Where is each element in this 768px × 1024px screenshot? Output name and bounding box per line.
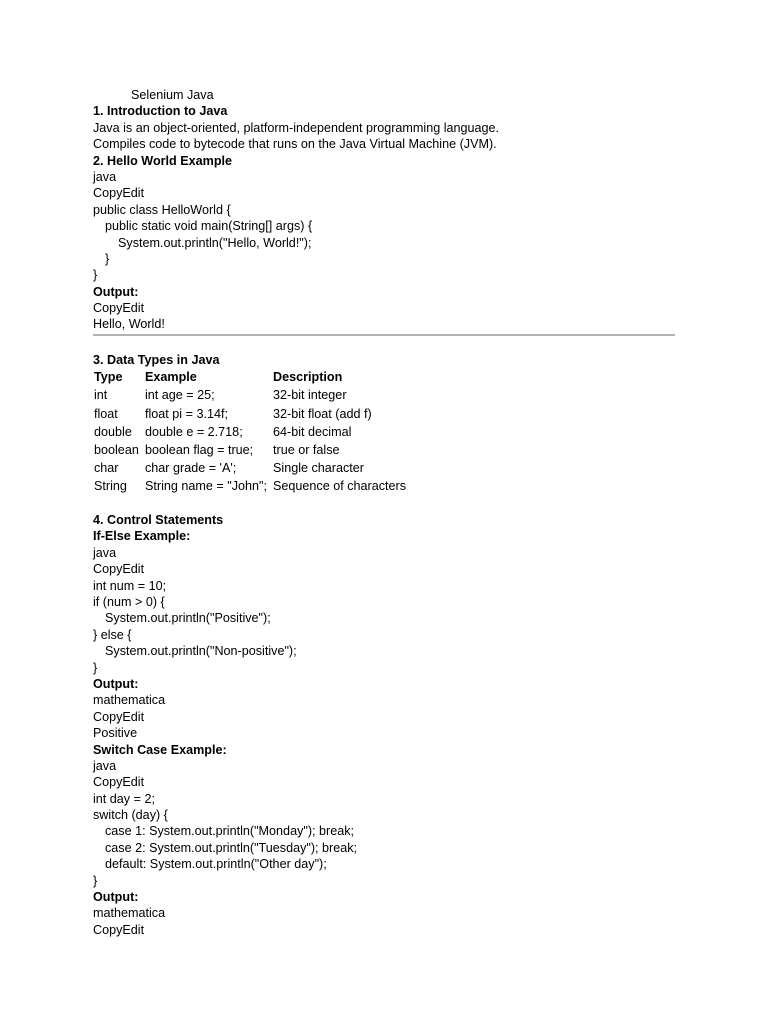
table-header-row — [93, 368, 425, 386]
document-title: Selenium Java — [131, 88, 214, 102]
table-row — [93, 405, 425, 423]
copy-edit-link[interactable]: CopyEdit — [93, 562, 145, 577]
code-line: case 1: System.out.println("Monday"); break; — [105, 824, 355, 839]
section-heading-intro: 1. Introduction to Java — [93, 104, 228, 119]
intro-line: Compiles code to bytecode that runs on the Java Virtual Machine (JVM). — [93, 137, 497, 152]
table-cell: String name = "John"; — [145, 479, 268, 494]
code-lang-label: mathematica — [93, 906, 166, 921]
code-line: public static void main(String[] args) { — [105, 219, 313, 234]
code-lang-label: java — [93, 169, 117, 184]
copy-edit-link[interactable]: CopyEdit — [93, 186, 145, 201]
section-heading-datatypes: 3. Data Types in Java — [93, 352, 220, 367]
table-cell: Single character — [273, 461, 365, 476]
copy-edit-link[interactable]: CopyEdit — [93, 301, 145, 316]
copy-edit-link[interactable]: CopyEdit — [93, 775, 145, 790]
table-row — [93, 477, 425, 495]
output-label: Output: — [93, 676, 139, 691]
table-cell: int age = 25; — [145, 388, 215, 403]
table-cell: float — [94, 406, 118, 421]
table-cell: char grade = 'A'; — [145, 461, 237, 476]
spacer — [93, 336, 693, 352]
table-cell: String — [94, 479, 127, 494]
table-cell: float pi = 3.14f; — [145, 406, 228, 421]
table-row — [93, 459, 425, 477]
table-cell: double — [94, 424, 132, 439]
code-line: System.out.println("Non-positive"); — [105, 644, 297, 659]
code-line: } — [105, 251, 110, 266]
datatypes-table — [93, 368, 425, 495]
code-line: switch (day) { — [93, 808, 168, 823]
table-cell: double e = 2.718; — [145, 424, 243, 439]
output-text: Hello, World! — [93, 317, 165, 332]
table-cell: 64-bit decimal — [273, 424, 352, 439]
section-heading-hello: 2. Hello World Example — [93, 153, 233, 168]
table-cell: 32-bit integer — [273, 388, 347, 403]
code-line: case 2: System.out.println("Tuesday"); break; — [105, 840, 358, 855]
code-line: System.out.println("Hello, World!"); — [118, 235, 312, 250]
code-line: int num = 10; — [93, 578, 167, 593]
code-line: } — [93, 660, 98, 675]
output-label: Output: — [93, 890, 139, 905]
table-row — [93, 386, 425, 404]
table-row — [93, 441, 425, 459]
table-cell: true or false — [273, 443, 340, 458]
subsection-label-switch: Switch Case Example: — [93, 742, 227, 757]
output-label: Output: — [93, 284, 139, 299]
table-cell: char — [94, 461, 119, 476]
code-lang-label: java — [93, 758, 117, 773]
code-line: System.out.println("Positive"); — [105, 611, 271, 626]
table-cell: boolean flag = true; — [145, 443, 254, 458]
table-cell: int — [94, 388, 108, 403]
table-header: Description — [273, 370, 343, 385]
code-lang-label: java — [93, 545, 117, 560]
table-cell: boolean — [94, 443, 139, 458]
table-row — [93, 423, 425, 441]
table-header: Type — [94, 370, 123, 385]
code-line: } else { — [93, 627, 132, 642]
code-line: public class HelloWorld { — [93, 202, 231, 217]
copy-edit-link[interactable]: CopyEdit — [93, 922, 145, 937]
table-header: Example — [145, 370, 197, 385]
subsection-label-ifelse: If-Else Example: — [93, 529, 191, 544]
table-cell: 32-bit float (add f) — [273, 406, 372, 421]
code-line: int day = 2; — [93, 791, 155, 806]
code-line: if (num > 0) { — [93, 595, 165, 610]
document-page — [93, 87, 693, 938]
code-line: default: System.out.println("Other day"); — [105, 857, 327, 872]
output-text: Positive — [93, 726, 138, 741]
copy-edit-link[interactable]: CopyEdit — [93, 709, 145, 724]
code-line: } — [93, 873, 98, 888]
code-line: } — [93, 268, 98, 283]
spacer — [93, 496, 693, 512]
code-lang-label: mathematica — [93, 693, 166, 708]
intro-line: Java is an object-oriented, platform-independent programming language. — [93, 120, 500, 135]
table-cell: Sequence of characters — [273, 479, 407, 494]
section-heading-control: 4. Control Statements — [93, 513, 224, 528]
